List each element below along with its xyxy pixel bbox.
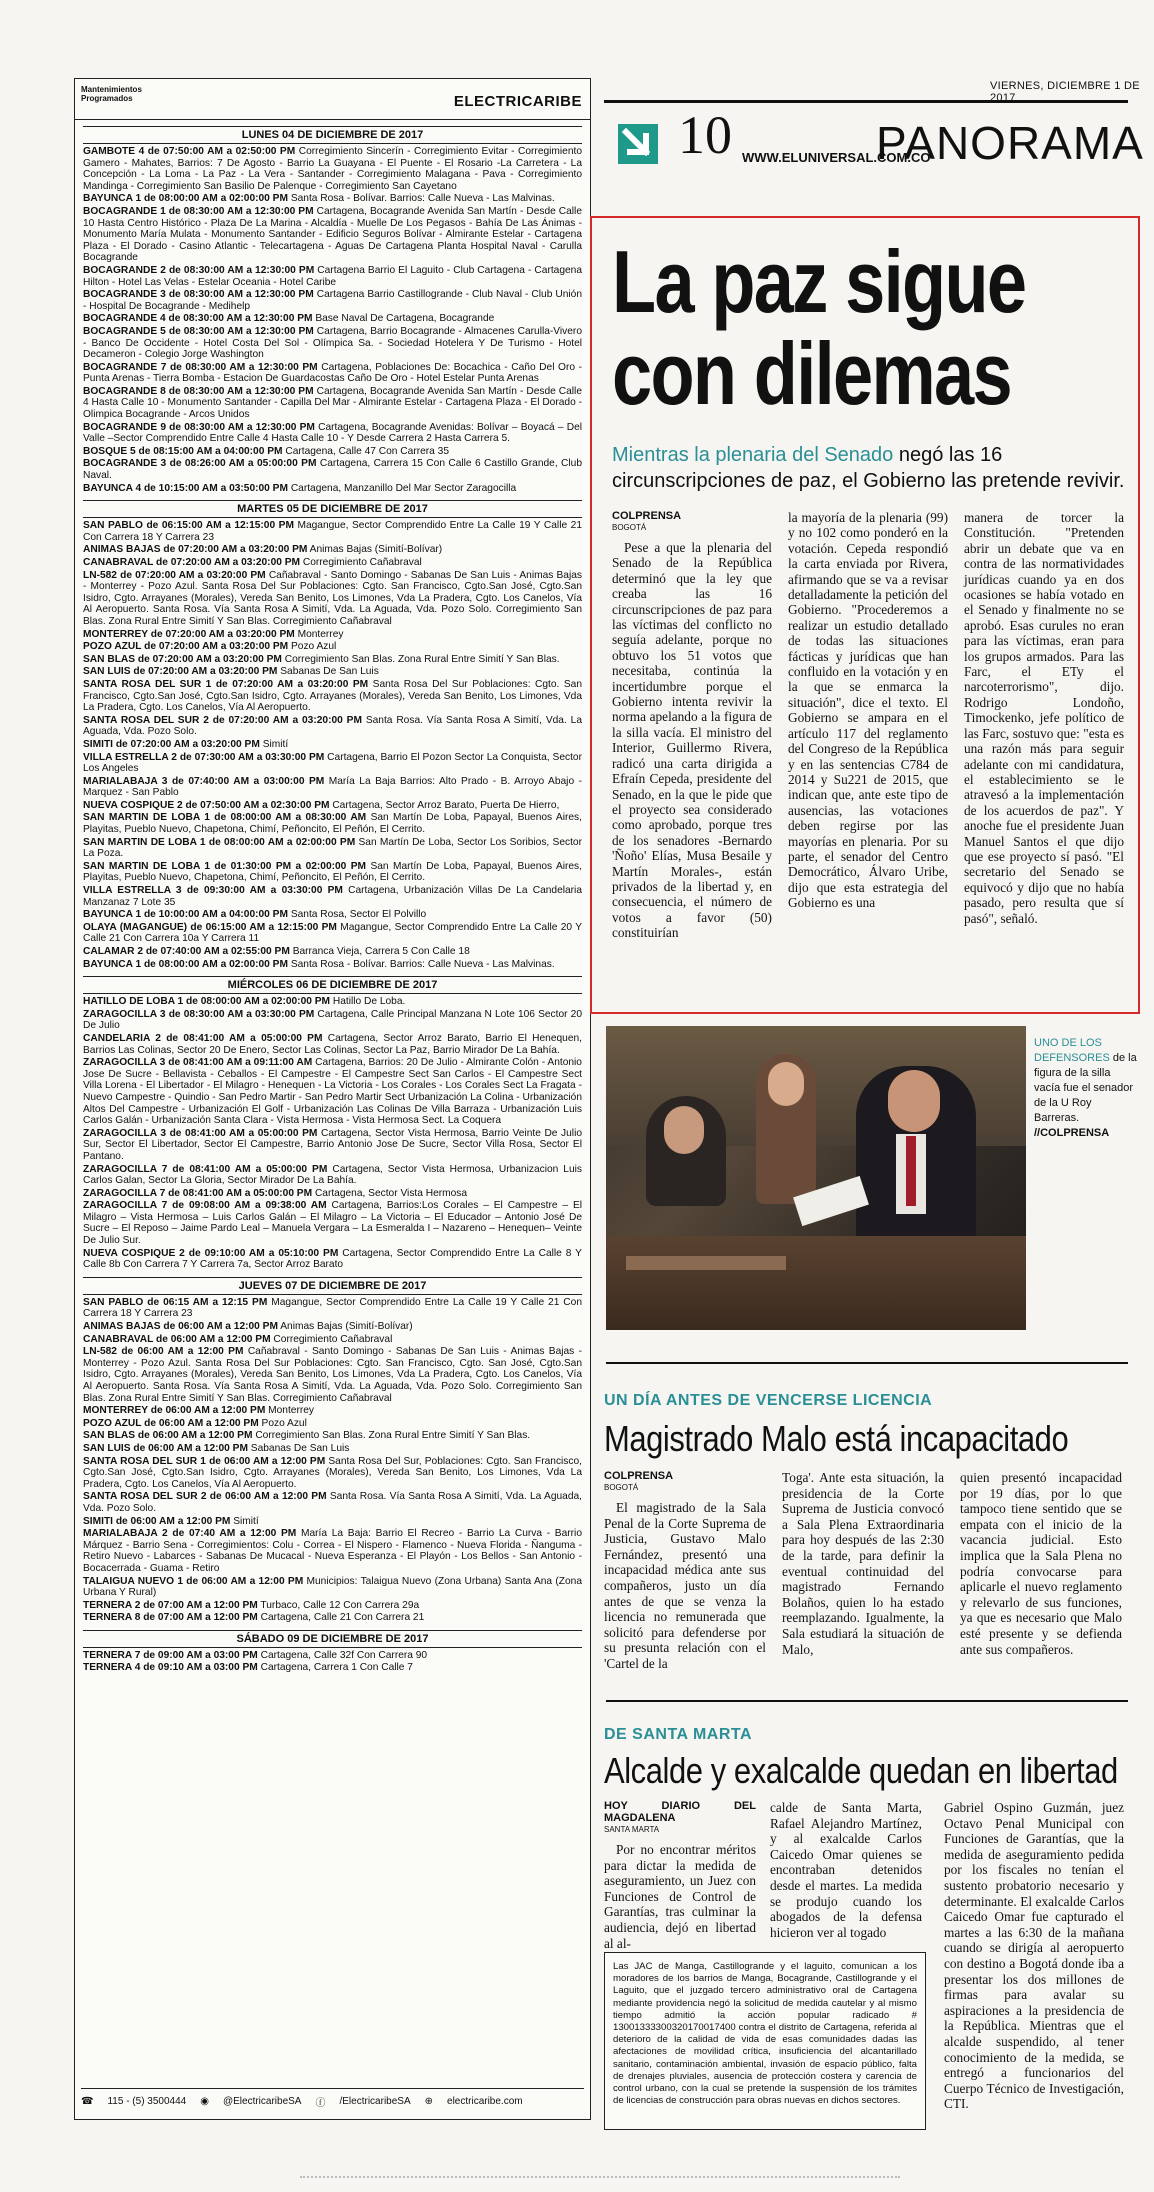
entry-areas: Hatillo De Loba. (332, 996, 406, 1008)
entry-circuit: TERNERA 8 de 07:00 AM a 12:00 PM (83, 1612, 258, 1624)
electricaribe-maintenance-ad (74, 78, 591, 2120)
schedule-entry (83, 520, 582, 543)
story2-text-1: El magistrado de la Sala Penal de la Corte Suprema de Justicia, Gustavo Malo Fernández, presentó una incapacidad médica ante sus compañeros, justo un día antes de que se venza la licencia no remunerada que solicitó para defenderse por su presunta relación con el 'Cartel de la (604, 1500, 766, 1671)
entry-circuit: LN-582 de 07:20:00 AM a 03:20:00 PM (83, 569, 266, 581)
schedule-entry (83, 1456, 582, 1491)
photo-caption (1034, 1036, 1138, 1141)
entry-circuit: LN-582 de 06:00 AM a 12:00 PM (83, 1346, 244, 1358)
schedule-entry (83, 1033, 582, 1056)
schedule-entry (83, 959, 582, 971)
story3-kicker: DE SANTA MARTA (604, 1726, 753, 1743)
schedule-entry (83, 1418, 582, 1430)
schedule-entry (83, 206, 582, 264)
entry-areas: San Martín De Loba, Papayal, Buenos Aires, Playitas, Pueblo Nuevo, Chapetona, Chimí, Peñoncito, El Peñón, El Cerrito. (83, 812, 582, 836)
entry-circuit: GAMBOTE 4 de 07:50:00 AM a 02:50:00 PM (83, 146, 296, 157)
schedule-entry (83, 289, 582, 312)
entry-areas: Cartagena, Bocagrande Avenidas: Bolívar – Boyacá – Del Valle –Sector Comprendido Entre Calle 4 Hasta Calle 10 - Y Desde Carrera 2 Hasta Carrera 5. (83, 421, 582, 445)
schedule-entry (83, 1334, 582, 1346)
entry-areas: Corregimiento Cañabraval (302, 557, 422, 568)
schedule-entry (83, 629, 582, 641)
page-number: 10 (678, 105, 732, 165)
entry-circuit: BAYUNCA 1 de 08:00:00 AM a 02:00:00 PM (83, 193, 288, 205)
entry-circuit: MONTERREY de 06:00 AM a 12:00 PM (83, 1405, 266, 1417)
entry-areas: Cartagena, Calle Principal Manzana N Lote 106 Sector 20 De Julio (83, 1008, 583, 1032)
page-date: VIERNES, DICIEMBRE 1 DE 2017 (990, 80, 1140, 104)
schedule-entry (83, 1443, 582, 1455)
schedule-entry (83, 1200, 582, 1246)
page-edge (300, 2176, 900, 2182)
lead-byline: COLPRENSA (612, 510, 682, 522)
entry-areas: Monterrey (297, 628, 344, 640)
lead-subhead-accent: Mientras la plenaria del Senado (612, 444, 894, 466)
entry-areas: Sabanas De San Luis (280, 666, 379, 678)
entry-areas: Cartagena, Calle 32f Con Carrera 90 (260, 1649, 428, 1661)
schedule-entry (83, 654, 582, 666)
entry-areas: Cartagena, Barrio Bocagrande - Almacenes Carulla-Vivero - Banco De Occidente - Hotel Costa Del Sol - Olímpica Sa. - Sociedad Hotelera Y De Turismo - Hotel Decameron - Colegio Jorge Washington (83, 325, 582, 361)
schedule-entry (83, 544, 582, 556)
schedule-entry (83, 1128, 582, 1163)
entry-circuit: CANABRAVAL de 06:00 AM a 12:00 PM (83, 1333, 271, 1345)
lead-dateline: BOGOTÁ (612, 523, 647, 532)
entry-areas: Turbaco, Calle 12 Con Carrera 29a (260, 1599, 420, 1611)
ad-tag-line2: Programados (81, 94, 133, 103)
story3-col-1 (604, 1800, 756, 1951)
entry-circuit: SAN PABLO de 06:15:00 AM a 12:15:00 PM (83, 520, 294, 532)
caption-accent: UNO DE LOS DEFENSORES (1034, 1037, 1110, 1064)
schedule-entry (83, 1188, 582, 1200)
entry-circuit: BOCAGRANDE 1 de 08:30:00 AM a 12:30:00 PM (83, 205, 314, 217)
entry-areas: Sabanas De San Luis (250, 1442, 350, 1454)
entry-circuit: POZO AZUL de 06:00 AM a 12:00 PM (83, 1417, 259, 1429)
entry-areas: Santa Rosa Del Sur, Poblaciones: Cgto. San Francisco, Cgto.San José, Cgto.San Isidro, Cgto. Arrayanes (Morales), Vereda San Benito, Los Limones, Vda La Pradera, Cgto. Los Canelos, Vía Al Aeropuerto. (83, 1455, 582, 1490)
lead-subhead-rest: negó las 16 circunscripciones de paz, el Gobierno las pretende revivir. (612, 444, 1125, 492)
entry-areas: Cartagena, Sector Arroz Barato, Barrio El Henequen, Barrios Las Colinas, Sector 20 De Enero, Sector Las Colinas, Sector La Paz, Barrio Mirador De La Bahía. (83, 1032, 582, 1056)
entry-areas: Santa Rosa. Vía Santa Rosa A Simití, Vda. La Aguada, Vda. Pozo Solo. (83, 1491, 582, 1514)
entry-circuit: HATILLO DE LOBA 1 de 08:00:00 AM a 02:00:00 PM (83, 996, 331, 1008)
schedule-entry (83, 812, 582, 835)
schedule-entry (83, 1612, 582, 1624)
divider-2 (606, 1700, 1128, 1702)
entry-areas: Simití (262, 738, 289, 750)
schedule-entry (83, 885, 582, 908)
story2-col-3 (960, 1470, 1122, 1657)
site-url: WWW.ELUNIVERSAL.COM.CO (742, 150, 931, 165)
entry-areas: Santa Rosa Del Sur Poblaciones: Cgto. San Francisco, Cgto.San José, Cgto.San Isidro, Cgto. Arrayanes (Morales), Vereda San Benito, Los Limones, Vda La Pradera, Cgto. Los Canelos, Vía Al Aeropuerto. (83, 678, 582, 714)
entry-circuit: SAN LUIS de 06:00 AM a 12:00 PM (83, 1442, 248, 1454)
story3-col-2 (770, 1800, 922, 1940)
entry-circuit: NUEVA COSPIQUE 2 de 07:50:00 AM a 02:30:00 PM (83, 799, 330, 811)
arrow-icon (618, 124, 658, 164)
entry-areas: Barranca Vieja, Carrera 5 Con Calle 18 (292, 946, 470, 957)
entry-areas: Cartagena, Carrera 1 Con Calle 7 (260, 1662, 413, 1674)
entry-circuit: ANIMAS BAJAS de 06:00 AM a 12:00 PM (83, 1321, 278, 1333)
entry-circuit: SIMITI de 07:20:00 AM a 03:20:00 PM (83, 738, 260, 750)
entry-areas: Santa Rosa. Vía Santa Rosa A Simití, Vda. La Aguada, Vda. Pozo Solo. (83, 714, 582, 738)
entry-circuit: BAYUNCA 4 de 10:15:00 AM a 03:50:00 PM (83, 482, 288, 494)
ad-footer (81, 2088, 584, 2113)
entry-circuit: VILLA ESTRELLA 2 de 07:30:00 AM a 03:30:00 PM (83, 751, 325, 763)
lead-col-2 (788, 510, 948, 911)
entry-areas: Cartagena, Bocagrande Avenida San Martín - Desde Calle 4 Hasta Calle 10 - Monumento Santander - Capilla Del Mar - Almirante Estelar - Cartagena Plaza - El Dorado - Olimpica Bocagrande - Arcos Unidos (83, 385, 582, 421)
entry-circuit: VILLA ESTRELLA 3 de 09:30:00 AM a 03:30:00 PM (83, 885, 343, 897)
entry-areas: María La Baja Barrios: Alto Prado - B. Arroyo Abajo - Marquez - San Pablo (83, 775, 582, 799)
day-heading: JUEVES 07 DE DICIEMBRE DE 2017 (83, 1277, 582, 1295)
entry-circuit: SAN PABLO de 06:15 AM a 12:15 PM (83, 1296, 268, 1308)
ad-web: electricaribe.com (447, 2095, 523, 2107)
lead-subhead (612, 442, 1132, 494)
entry-areas: Animas Bajas (Simití-Bolívar) (280, 1321, 413, 1333)
entry-circuit: MARIALABAJA 2 de 07:40 AM a 12:00 PM (83, 1528, 297, 1540)
story2-dateline: BOGOTÁ (604, 1483, 639, 1492)
entry-circuit: BOCAGRANDE 8 de 08:30:00 AM a 12:30:00 PM (83, 385, 314, 397)
schedule-entry (83, 800, 582, 812)
entry-circuit: SANTA ROSA DEL SUR 1 de 07:20:00 AM a 03:20:00 PM (83, 678, 369, 690)
entry-areas: María La Baja: Barrio El Recreo - Barrio La Curva - Barrio Márquez - Barrio Sena - Corregimientos: Colu - Correa - El Nispero - Flamenco - Nueva Florida - Ñanguma - Retiro Nuevo - Labarces - Sabanas De Mucacal - Nueva Esperanza - El Playón - Los Bellos - San Antonio - Bocacerrada - Guama - Retiro (83, 1528, 582, 1574)
schedule-entry (83, 1650, 582, 1662)
entry-areas: Magangue, Sector Comprendido Entre La Calle 19 Y Calle 21 Con Carrera 18 Y Carrera 23 (83, 520, 582, 543)
schedule-entry (83, 265, 582, 288)
entry-areas: Santa Rosa, Sector El Polvillo (290, 909, 427, 921)
entry-circuit: ZARAGOCILLA 3 de 08:41:00 AM a 05:00:00 PM (83, 1127, 318, 1139)
entry-circuit: TERNERA 7 de 09:00 AM a 03:00 PM (83, 1649, 258, 1661)
lead-text-1: Pese a que la plenaria del Senado de la República determinó que la ley que creaba las 16 circunscripciones de paz para las víctimas del conflicto no seguía adelante, porque no obtuvo los 51 votos que necesitaba, continúa la incertidumbre porque el Gobierno intenta revivir la norma apelando a la figura de la silla vacía. El ministro del Interior, Guillermo Rivera, radicó una carta dirigida a Efraín Cepeda, presidente del Senado, en la que le pide que el proyecto sea considerado como aprobado, porque tres de los senadores -Bernardo 'Ñoño' Elías, Musa Besaile y Martín Morales-, están privados de la libertad y, en consecuencia, el número de votos a favor (50) constituirían (612, 540, 772, 941)
story3-byline: HOY DIARIO DEL MAGDALENA (604, 1800, 756, 1824)
entry-circuit: SAN MARTIN DE LOBA 1 de 08:00:00 AM a 08:30:00 AM (83, 812, 367, 824)
entry-areas: San Martín De Loba, Papayal, Buenos Aires, Playitas, Pueblo Nuevo, Chapetona, Chimí, Peñoncito, El Peñón, El Cerrito. (83, 860, 582, 884)
schedule-entry (83, 570, 582, 628)
schedule-entry (83, 146, 582, 192)
entry-circuit: SAN MARTIN DE LOBA 1 de 08:00:00 AM a 02:00:00 PM (83, 836, 356, 848)
schedule-entry (83, 946, 582, 958)
ad-schedule (75, 126, 590, 1674)
schedule-entry (83, 739, 582, 751)
schedule-entry (83, 1009, 582, 1032)
ad-brand: ELECTRICARIBE (453, 93, 582, 110)
story2-text-2: Toga'. Ante esta situación, la presidencia de la Corte Suprema de Justicia convocó a Sala Plena Extraordinaria para hoy después de las 2:30 de la tarde, para definir la eventual continuidad del magistrado Fernando Bolaños, quien lo ha estado reemplazando. Igualmente, la Sala estudiará la situación de Malo, (782, 1470, 944, 1657)
senate-photo (606, 1026, 1026, 1330)
entry-areas: Corregimiento San Blas. Zona Rural Entre Simití Y San Blas. (255, 1430, 531, 1442)
entry-areas: Cartagena, Sector Vista Hermosa (314, 1187, 468, 1199)
schedule-entry (83, 752, 582, 775)
entry-areas: Cartagena, Poblaciones De: Bocachica - Caño Del Oro - Punta Arenas - Tierra Bomba - Estacion De Guardacostas Caño De Oro - Hotel Estelar Punta Arenas (83, 361, 582, 385)
ad-tag-line1: Mantenimientos (81, 85, 142, 94)
ad-facebook: /ElectricaribeSA (339, 2095, 411, 2107)
web-icon: ⊕ (424, 2095, 434, 2107)
schedule-entry (83, 909, 582, 921)
story2-kicker: UN DÍA ANTES DE VENCERSE LICENCIA (604, 1392, 933, 1409)
entry-areas: Magangue, Sector Comprendido Entre La Calle 20 Y Calle 21 Con Carrera 10a Y Carrera 11 (83, 921, 582, 945)
schedule-entry (83, 776, 582, 799)
entry-circuit: BOCAGRANDE 9 de 08:30:00 AM a 12:30:00 PM (83, 421, 315, 433)
entry-areas: Corregimiento Cañabraval (273, 1333, 393, 1345)
schedule-entry (83, 715, 582, 738)
entry-circuit: SANTA ROSA DEL SUR 2 de 06:00 AM a 12:00 PM (83, 1491, 327, 1503)
schedule-entry (83, 666, 582, 678)
entry-areas: Magangue, Sector Comprendido Entre La Calle 19 Y Calle 21 Con Carrera 18 Y Carrera 23 (83, 1296, 582, 1320)
story3-dateline: SANTA MARTA (604, 1825, 660, 1834)
schedule-entry (83, 837, 582, 860)
schedule-entry (83, 1430, 582, 1442)
schedule-entry (83, 1164, 582, 1187)
entry-circuit: ZARAGOCILLA 3 de 08:41:00 AM a 09:11:00 AM (83, 1057, 313, 1069)
entry-areas: Cañabraval - Santo Domingo - Sabanas De San Luis - Animas Bajas - Monterrey - Pozo Azul. Santa Rosa Del Sur Poblaciones: Cgto. San Francisco, Cgto.San José, Cgto.San Isidro, Cgto. Arrayanes (Morales), Vereda San Benito, Los Limones, Vda La Pradera, Cgto. Los Canelos, Vía Al Aeropuerto. Santa Rosa. Vía Santa Rosa A Simití, Vda. La Aguada, Vda. Pozo Solo. Corregimiento San Blas. Zona Rural Entre Simití Y San Blas. Corregimiento Cañabraval (83, 569, 582, 627)
day-heading: MARTES 05 DE DICIEMBRE DE 2017 (83, 500, 582, 518)
entry-circuit: OLAYA (MAGANGUE) de 06:15:00 AM a 12:15:00 PM (83, 921, 337, 933)
schedule-entry (83, 422, 582, 445)
entry-circuit: SIMITI de 06:00 AM a 12:00 PM (83, 1515, 231, 1527)
lead-col-3 (964, 510, 1124, 926)
schedule-entry (83, 861, 582, 884)
entry-areas: Santa Rosa - Bolívar. Barrios: Calle Nueva - Las Malvinas. (290, 958, 555, 970)
schedule-entry (83, 1600, 582, 1612)
entry-circuit: CANDELARIA 2 de 08:41:00 AM a 05:00:00 PM (83, 1032, 323, 1044)
jac-notice-box: Las JAC de Manga, Castillogrande y el laguito, comunican a los moradores de los barrios de Manga, Bocagrande, Castillogrande y el Laguito, que el juzgado tercero administrativo oral de Cartagena mediante providencia negó la solicitud de medida cautelar y al mismo tiempo admitió la acción popular radicado # 13001333300320170017400 contra el distrito de Cartagena, referida al deterioro de la calidad de vida de esas comunidades dadas las afectaciones de movilidad crítica, insuficiencia del alcantarillado sanitario, contaminación ambiental, invasión de espacio público, falta de drenajes pluviales, ausencia de protección costera y carencia de control urbano, con la cual se pretende la suspensión de los trámites de licencias de construcción para obras nuevas en dichos sectores. (604, 1952, 926, 2130)
entry-circuit: TERNERA 2 de 07:00 AM a 12:00 PM (83, 1599, 258, 1611)
story2-col-1 (604, 1470, 766, 1672)
schedule-entry (83, 922, 582, 945)
entry-circuit: ZARAGOCILLA 7 de 08:41:00 AM a 05:00:00 PM (83, 1163, 328, 1175)
section-name: PANORAMA (876, 117, 1144, 169)
divider (606, 1362, 1128, 1364)
schedule-entry (83, 1346, 582, 1404)
lead-text-3: manera de torcer la Constitución. "Pretenden abrir un debate que va en contra de las normatividades jurídicas cuando ya en dos ocasiones se había votado en el Senado y finalmente no se aprobó. Esas curules no eran para las víctimas, eran para los grupos armados. Para las Farc, el ETy el narcoterrorismo", dijo. Rodrigo Londoño, Timockenko, jefe político de las Farc, sostuvo que: "esta es una razón más para seguir adelante con mi candidatura, el establecimiento se le atravesó a la implementación de los acuerdos de paz". Y anoche fue el presidente Juan Manuel Santos el que dijo que ese proyecto sí pasó. "El secretario del Senado se equivocó y dijo que no había pasado, pero resulta que sí pasó", señaló. (964, 510, 1124, 926)
schedule-entry (83, 326, 582, 361)
schedule-entry (83, 362, 582, 385)
story3-text-3: Gabriel Ospino Guzmán, juez Octavo Penal Municipal con Funciones de Garantías, que la medida de aseguramiento pedida por los fiscales no tenían el sustento probatorio necesario y determinante. El exalcalde Carlos Caicedo Omar fue capturado el martes a las 6:30 de la mañana cuando se dirigía al aeropuerto con destino a Bogotá donde iba a presentar los dos millones de firmas para avalar su aspiraciones a la presidencia de la República. Mientras que el alcalde suspendido, al tener conocimiento de la medida, se entregó a funcionarios del Cuerpo Técnico de Investigación, CTI. (944, 1800, 1124, 2112)
entry-circuit: POZO AZUL de 07:20:00 AM a 03:20:00 PM (83, 641, 289, 653)
schedule-entry (83, 1528, 582, 1574)
entry-areas: Cartagena, Manzanillo Del Mar Sector Zaragocilla (290, 482, 517, 494)
entry-circuit: BOCAGRANDE 3 de 08:26:00 AM a 05:00:00 PM (83, 458, 317, 470)
story2-byline: COLPRENSA (604, 1470, 674, 1482)
lead-body (612, 510, 1122, 1000)
entry-circuit: BOSQUE 5 de 08:15:00 AM a 04:00:00 PM (83, 445, 283, 457)
entry-circuit: SANTA ROSA DEL SUR 2 de 07:20:00 AM a 03:20:00 PM (83, 714, 362, 726)
ad-phone: 115 - (5) 3500444 (107, 2095, 187, 2107)
schedule-entry (83, 1321, 582, 1333)
schedule-entry (83, 641, 582, 653)
lead-text-2: la mayoría de la plenaria (99) y no 102 como ponderó en la votación. Cepeda respondió la carta enviada por Rivera, afirmando que se va a revisar detalladamente la petición del Gobierno. "Procederemos a realizar un estudio detallado de todas las situaciones fácticas y jurídicas que han confluido en la votación y en la que se enmarca la situación", dice el texto. El Gobierno se ampara en el artículo 117 del reglamento del Congreso de la República y en las sentencias C784 de 2014 y Su221 de 2015, que indican que, ante este tipo de ausencias, las votaciones deben regirse por las mayorías en plenaria. Por su parte, el senador del Centro Democrático, Álvaro Uribe, dijo que esta estrategia del Gobierno es una (788, 510, 948, 911)
entry-circuit: BOCAGRANDE 7 de 08:30:00 AM a 12:30:00 PM (83, 361, 318, 373)
entry-areas: Cartagena, Calle 47 Con Carrera 35 (285, 445, 450, 457)
entry-areas: Santa Rosa - Bolívar. Barrios: Calle Nueva - Las Malvinas. (290, 193, 555, 205)
schedule-entry (83, 193, 582, 205)
story2-col-2 (782, 1470, 944, 1657)
lead-headline (612, 232, 1038, 423)
entry-circuit: MARIALABAJA 3 de 07:40:00 AM a 03:00:00 PM (83, 775, 325, 787)
entry-areas: Cartagena, Carrera 15 Con Calle 6 Castillo Grande, Club Naval. (83, 458, 582, 482)
story2-headline: Magistrado Malo está incapacitado (604, 1418, 1069, 1459)
ad-twitter: @ElectricaribeSA (222, 2095, 302, 2107)
entry-areas: San Martín De Loba, Sector Los Soribios, Sector La Poza. (83, 836, 582, 860)
entry-circuit: SAN BLAS de 07:20:00 AM a 03:20:00 PM (83, 653, 282, 665)
entry-areas: Animas Bajas (Simití-Bolívar) (309, 544, 443, 556)
entry-circuit: BOCAGRANDE 2 de 08:30:00 AM a 12:30:00 PM (83, 264, 315, 276)
schedule-entry (83, 1057, 582, 1127)
entry-areas: Pozo Azul (261, 1417, 307, 1429)
day-heading: SÁBADO 09 DE DICIEMBRE DE 2017 (83, 1630, 582, 1648)
entry-circuit: TALAIGUA NUEVO 1 de 06:00 AM a 12:00 PM (83, 1575, 304, 1587)
entry-areas: Cartagena, Barrio El Pozon Sector La Conquista, Sector Los Angeles (83, 751, 582, 775)
entry-areas: Cartagena, Bocagrande Avenida San Martín - Desde Calle 10 Hasta Centro Histórico - Plaza De La Marina - Alcaldía - Muelle De Los Pegasos - Bahía De Las Ánimas - Monumento María Mulata - Monumento Santander - Edificio Seguros Bolívar - Almirante Estelar - Cartagena Plaza - El Dorado - Casino Atlantic - Telecartagena - Aguas De Cartagena Planta Hospital Naval - Carulla Bocagrande (83, 205, 582, 264)
schedule-entry (83, 679, 582, 714)
entry-circuit: BOCAGRANDE 3 de 08:30:00 AM a 12:30:00 PM (83, 289, 314, 301)
entry-areas: Corregimiento Sincerín - Corregimiento Evitar - Corregimiento Gamero - Mahates, Barrios: 7 De Agosto - Barrio La Guayana - El Puente - El Rosario -La Carretera - La Concepción - La Loma - La Paz - La Vera - Santander - Corregimiento Malagana - Pava - Corregimiento Mandinga - Corregimiento San Basilio De Palenque - Corregimiento San Cayetano (83, 146, 582, 192)
schedule-entry (83, 1516, 582, 1528)
day-heading: MIÉRCOLES 06 DE DICIEMBRE DE 2017 (83, 976, 582, 994)
story3-headline: Alcalde y exalcalde quedan en libertad (604, 1750, 1118, 1791)
schedule-entry (83, 446, 582, 458)
entry-areas: Cartagena, Sector Arroz Barato, Puerta De Hierro, (332, 799, 560, 811)
schedule-entry (83, 1576, 582, 1599)
schedule-entry (83, 458, 582, 481)
caption-text: de la figura de la silla vacía fue el senador de la U Roy Barreras. (1034, 1052, 1137, 1124)
entry-circuit: TERNERA 4 de 09:10 AM a 03:00 PM (83, 1662, 258, 1674)
entry-circuit: ZARAGOCILLA 3 de 08:30:00 AM a 03:30:00 PM (83, 1008, 315, 1020)
entry-areas: Monterrey (268, 1405, 315, 1417)
schedule-entry (83, 1491, 582, 1514)
lead-headline-line1: La paz sigue (612, 232, 1026, 331)
entry-circuit: NUEVA COSPIQUE 2 de 09:10:00 AM a 05:10:00 PM (83, 1247, 339, 1259)
phone-icon: ☎ (81, 2095, 94, 2107)
schedule-entry (83, 483, 582, 495)
entry-areas: Cartagena, Sector Comprendido Entre La Calle 8 Y Calle 8b Con Carrera 7 Y Carrera 7a, Sector Arroz Barato (83, 1247, 582, 1271)
ad-header (75, 79, 590, 120)
entry-circuit: SAN MARTIN DE LOBA 1 de 01:30:00 PM a 02:00:00 PM (83, 860, 367, 872)
ad-tag (81, 85, 142, 103)
entry-areas: Cartagena, Sector Vista Hermosa, Urbanizacion Luis Carlos Galan, Sector La Gloria, Sector Mirador De La Bahía. (83, 1163, 582, 1187)
schedule-entry (83, 1297, 582, 1320)
entry-circuit: SAN LUIS de 07:20:00 AM a 03:20:00 PM (83, 666, 278, 678)
entry-circuit: ANIMAS BAJAS de 07:20:00 AM a 03:20:00 PM (83, 544, 308, 556)
entry-circuit: MONTERREY de 07:20:00 AM a 03:20:00 PM (83, 628, 295, 640)
entry-circuit: ZARAGOCILLA 7 de 08:41:00 AM a 05:00:00 PM (83, 1187, 313, 1199)
entry-areas: Cartagena, Calle 21 Con Carrera 21 (260, 1612, 425, 1624)
schedule-entry (83, 996, 582, 1008)
day-heading: LUNES 04 DE DICIEMBRE DE 2017 (83, 126, 582, 144)
schedule-entry (83, 386, 582, 421)
entry-circuit: SAN BLAS de 06:00 AM a 12:00 PM (83, 1430, 253, 1442)
lead-headline-line2: con dilemas (612, 324, 1012, 423)
entry-areas: Pozo Azul (290, 641, 337, 653)
entry-circuit: CANABRAVAL de 07:20:00 AM a 03:20:00 PM (83, 557, 301, 568)
entry-circuit: ZARAGOCILLA 7 de 09:08:00 AM a 09:38:00 AM (83, 1200, 327, 1212)
entry-areas: Cartagena, Sector Vista Hermosa, Barrio Veinte De Julio Sur, Sector El Libertador, Sector El Campestre, Barrio Antonio Jose De Sucre, Sector Villa Rosa, Sector El Pantano. (83, 1127, 582, 1162)
entry-circuit: BOCAGRANDE 5 de 08:30:00 AM a 12:30:00 PM (83, 325, 314, 337)
entry-circuit: CALAMAR 2 de 07:40:00 AM a 02:55:00 PM (83, 946, 290, 957)
entry-areas: Municipios: Talaigua Nuevo (Zona Urbana) Santa Ana (Zona Urbana Y Rural) (83, 1575, 582, 1599)
facebook-icon: ⓕ (315, 2097, 326, 2109)
entry-areas: Corregimiento San Blas. Zona Rural Entre Simití Y San Blas. (284, 653, 560, 665)
story3-text-2: calde de Santa Marta, Rafael Alejandro Martínez, y al exalcalde Carlos Caicedo Omar quienes se encontraban detenidos desde el martes. La medida se produjo cuando los abogados de la defensa hicieron ver al togado (770, 1800, 922, 1940)
entry-areas: Cartagena Barrio Castillogrande - Club Naval - Club Unión - Hospital De Bocagrande - Medihelp (83, 289, 583, 312)
entry-areas: Cañabraval - Santo Domingo - Sabanas De San Luis - Animas Bajas - Monterrey - Pozo Azul. Santa Rosa Del Sur Poblaciones: Cgto. San Francisco, Cgto. San José, Cgto.San Isidro, Cgto. Arrayanes (Morales), Vereda San Benito, Los Limones, Vda La Pradera, Cgto. Los Canelos, Vía Al Aeropuerto. Santa Rosa. Vía Santa Rosa A Simití, Vda. La Aguada, Vda. Pozo Solo. Corregimiento San Blas. Zona Rural Entre Simití Y San Blas. Corregimiento Cañabraval (83, 1346, 582, 1404)
schedule-entry (83, 313, 582, 325)
schedule-entry (83, 1405, 582, 1417)
entry-areas: Cartagena, Barrios: 20 De Julio - Almirante Colón - Antonio Jose De Sucre - Bellavista - Ceballos - El Campestre - El Campestre Sect San Carlos - El Campestre Sect Villa Lorena - El Libertador - El Milagro - Henequen - La Victoria - Los Corales - Los Corales Sect La Fragata - Nuevo Campestre - Quindio - San Pedro Martir - San Pedro Martir Sect Urbanización La Colina - Urbanización Altos Del Campestre - Urbanización El Golf - Urbanización Las Colinas De Villa Barraza - Urbanización Luis Carlos Galán - Urbanización Santa Clara - Vista Hermosa - Vista Hermosa Sect. La Coquera (83, 1057, 582, 1127)
story3-col-3 (944, 1800, 1124, 2112)
entry-areas: Cartagena, Barrios:Los Corales – El Campestre – El Milagro – Vista Hermosa – Luis Carlos Galán – El Milagro – La Victoria – El Educador – Antonio José De Sucre – El Reposo – Jaime Pardo Leal – Manuela Vergara – La Esmeralda I – Nazareno – Henequen– Veinte De Julio Sur. (83, 1200, 582, 1247)
entry-circuit: SANTA ROSA DEL SUR 1 de 06:00 AM a 12:00 PM (83, 1455, 326, 1467)
schedule-entry (83, 1248, 582, 1271)
caption-credit: //COLPRENSA (1034, 1127, 1110, 1139)
entry-areas: Cartagena Barrio El Laguito - Club Cartagena - Cartagena Hilton - Hotel Las Velas - Estelar Oceania - Hotel Caribe (83, 264, 582, 288)
schedule-entry (83, 1662, 582, 1674)
twitter-icon: ◉ (200, 2095, 209, 2107)
entry-areas: Simití (233, 1515, 259, 1527)
schedule-entry (83, 557, 582, 569)
entry-circuit: BAYUNCA 1 de 08:00:00 AM a 02:00:00 PM (83, 958, 288, 970)
entry-circuit: BAYUNCA 1 de 10:00:00 AM a 04:00:00 PM (83, 909, 288, 921)
entry-areas: Base Naval De Cartagena, Bocagrande (315, 313, 495, 325)
story2-text-3: quien presentó incapacidad por 19 días, por lo que tampoco tiene sentido que se empata con el inicio de la vacancia judicial. Esto implica que la Sala Plena no podría convocarse para aplicarle el nuevo reglamento y relevarlo de sus funciones, ya que es necesario que Malo esté presente y se defienda ante sus compañeros. (960, 1470, 1122, 1657)
entry-circuit: BOCAGRANDE 4 de 08:30:00 AM a 12:30:00 PM (83, 313, 313, 325)
story3-text-1: Por no encontrar méritos para dictar la medida de aseguramiento, un Juez con Funciones de Control de Garantías, tras culminar la audiencia, dejó en libertad al al- (604, 1842, 756, 1951)
entry-areas: Cartagena, Urbanización Villas De La Candelaria Manzanaz 7 Lote 35 (83, 885, 582, 908)
lead-col-1 (612, 510, 772, 941)
